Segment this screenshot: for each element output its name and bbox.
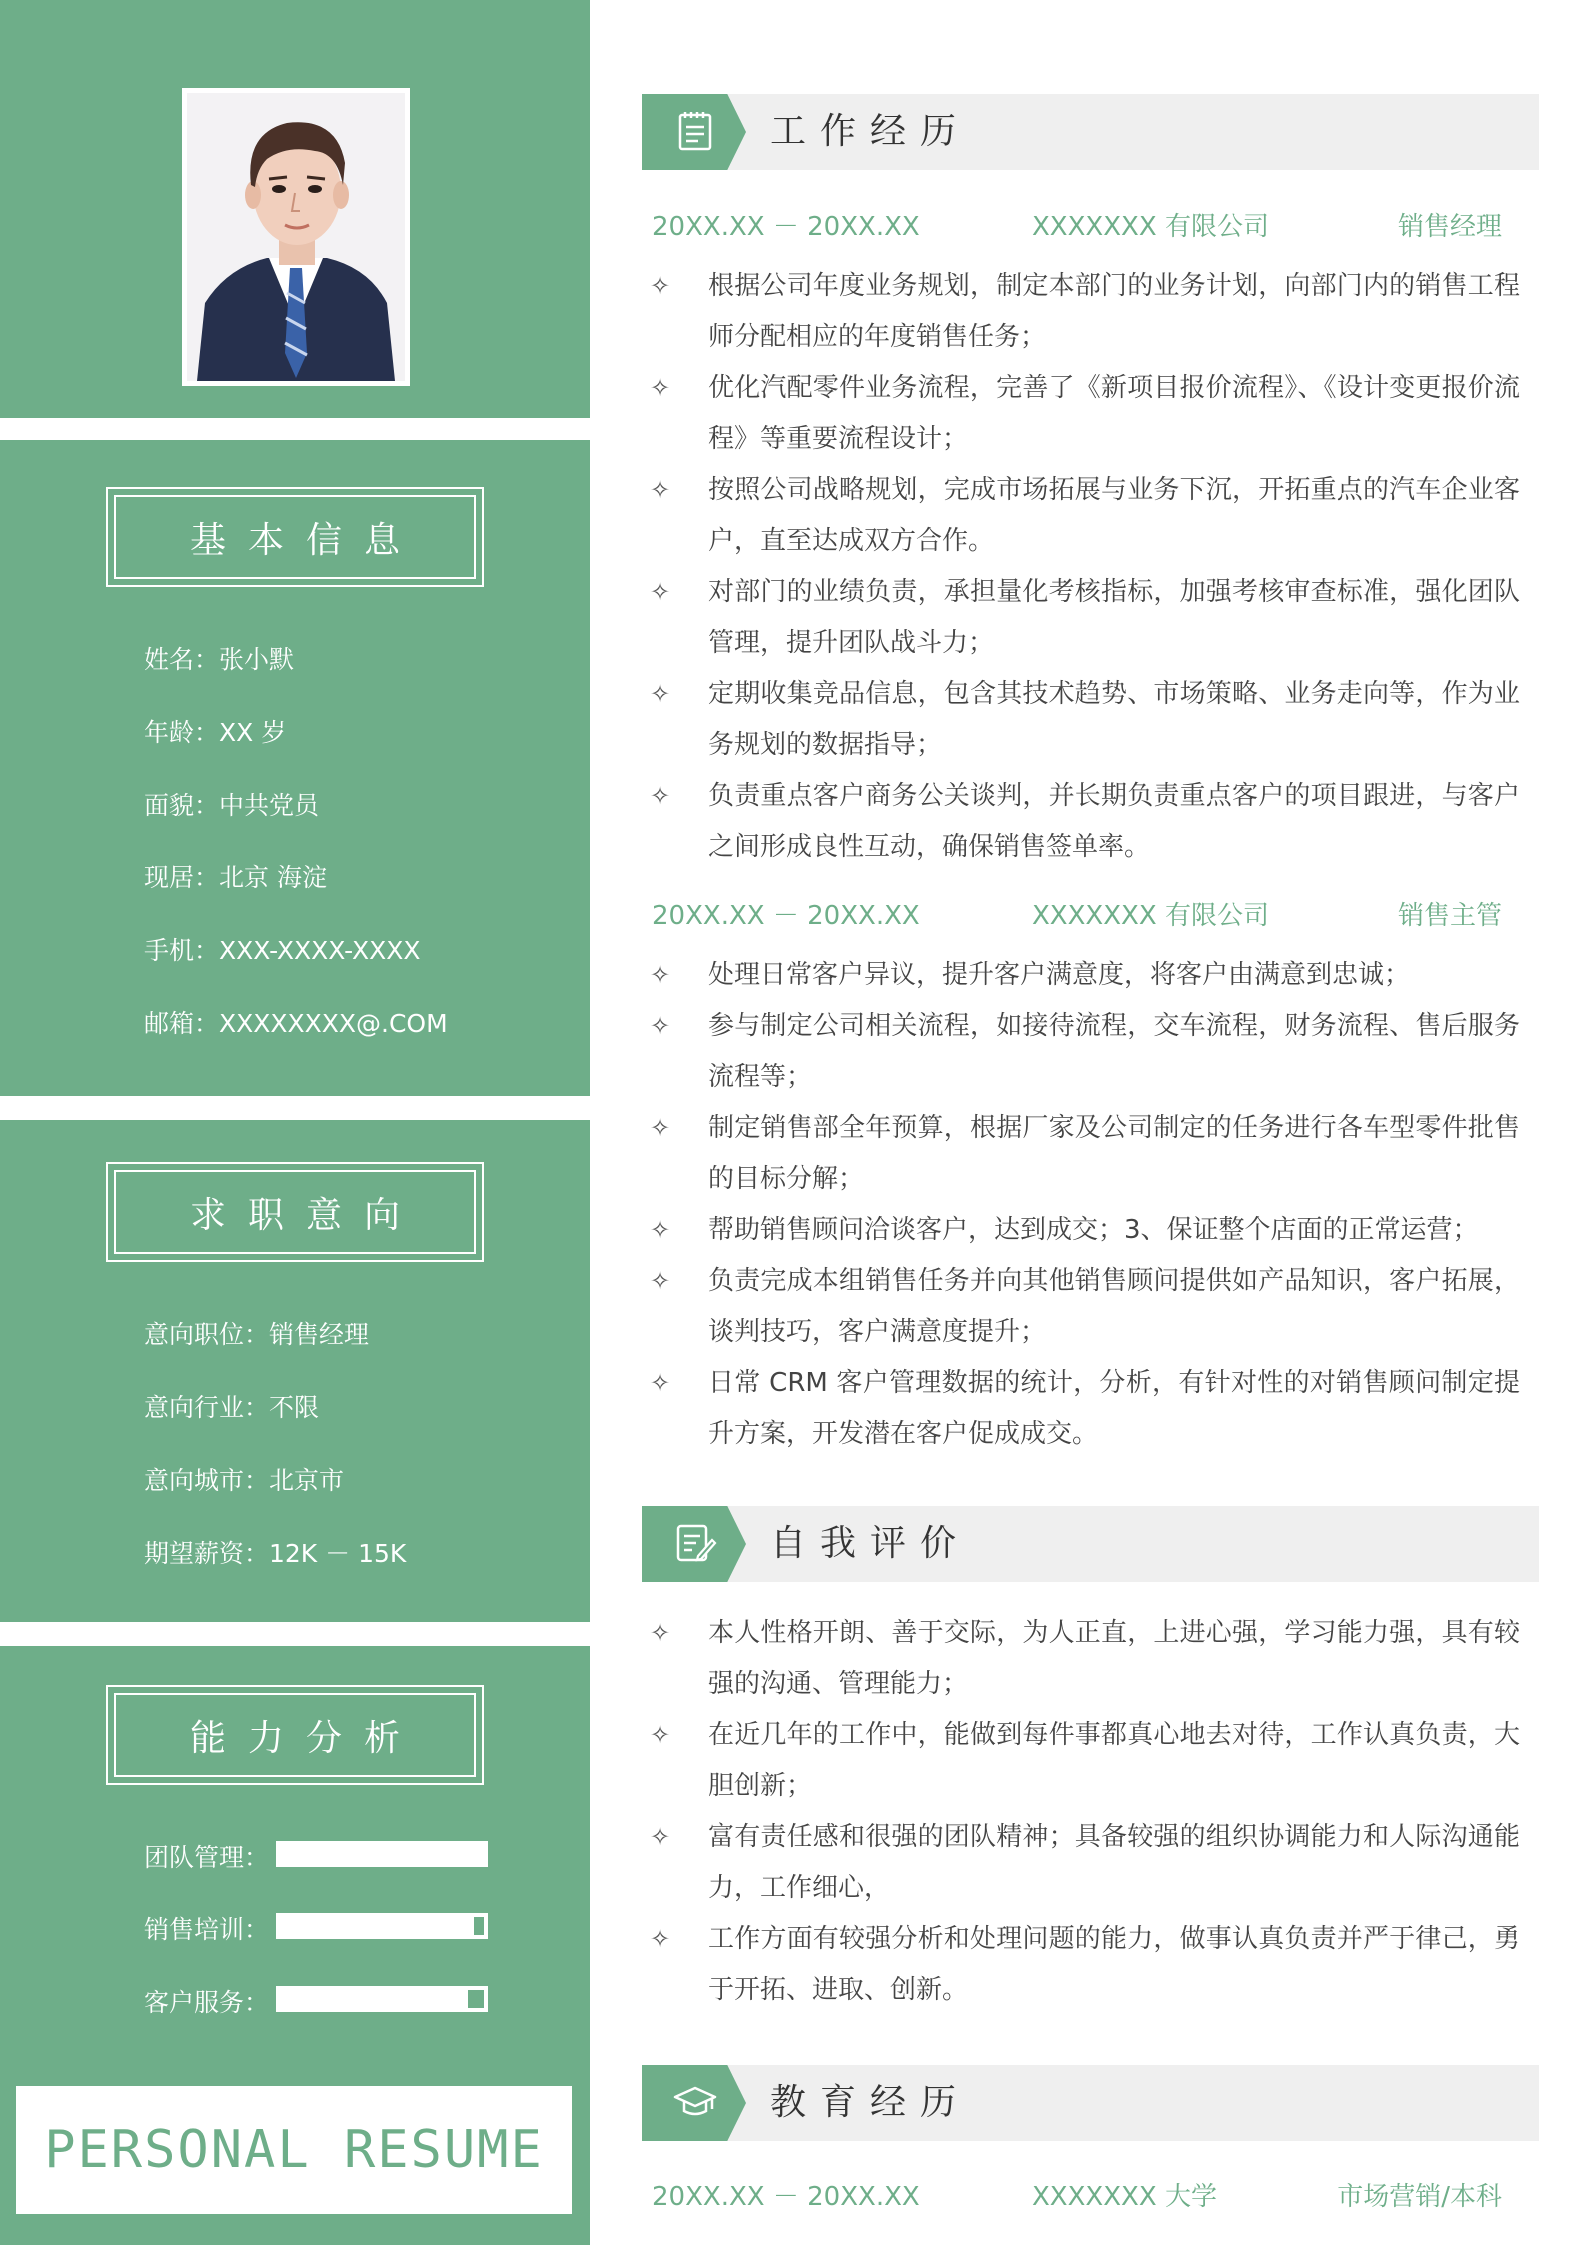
diamond-bullet-icon: ✧ bbox=[650, 578, 671, 606]
list-item bbox=[650, 1914, 1520, 2016]
job-header bbox=[652, 895, 1502, 931]
profile-photo bbox=[187, 93, 405, 381]
list-item bbox=[650, 1205, 1520, 1256]
list-item bbox=[650, 1001, 1520, 1103]
list-item bbox=[650, 1103, 1520, 1205]
intention-salary: 期望薪资：12K － 15K bbox=[144, 1539, 407, 1568]
ability-heading bbox=[106, 1685, 484, 1785]
graduation-cap-icon bbox=[672, 2079, 718, 2125]
education-header bbox=[652, 2176, 1502, 2212]
job-duties-list bbox=[650, 950, 1520, 1460]
education-section-header bbox=[642, 2065, 1539, 2141]
education-major: 市场营销/本科 bbox=[1337, 2182, 1502, 2212]
list-item-text: 处理日常客户异议，提升客户满意度，将客户由满意到忠诚； bbox=[708, 960, 1411, 990]
job-header bbox=[652, 206, 1502, 242]
diamond-bullet-icon: ✧ bbox=[650, 1012, 671, 1040]
list-item-text: 根据公司年度业务规划，制定本部门的业务计划，向部门内的销售工程师分配相应的年度销售任务； bbox=[708, 271, 1520, 352]
list-item bbox=[650, 1358, 1520, 1460]
intention-title: 求职意向 bbox=[114, 1170, 476, 1254]
list-item bbox=[650, 363, 1520, 465]
diamond-bullet-icon: ✧ bbox=[650, 374, 671, 402]
job-dates: 20XX.XX － 20XX.XX bbox=[652, 212, 920, 242]
ability-bar-fill bbox=[280, 1990, 468, 2008]
ability-label: 销售培训： bbox=[144, 1915, 270, 1944]
diamond-bullet-icon: ✧ bbox=[650, 1721, 671, 1749]
list-item bbox=[650, 1710, 1520, 1812]
ability-label: 团队管理： bbox=[144, 1843, 270, 1872]
job-duties-list bbox=[650, 261, 1520, 873]
basic-info-title: 基本信息 bbox=[114, 495, 476, 579]
education-title: 教育经历 bbox=[770, 2082, 971, 2123]
list-item bbox=[650, 1608, 1520, 1710]
intention-position: 意向职位：销售经理 bbox=[144, 1320, 370, 1349]
diamond-bullet-icon: ✧ bbox=[650, 782, 671, 810]
info-email: 邮箱：XXXXXXXX@.COM bbox=[144, 1009, 448, 1038]
list-item-text: 负责重点客户商务公关谈判，并长期负责重点客户的项目跟进，与客户之间形成良性互动，确保销售签单率。 bbox=[708, 781, 1520, 862]
basic-info-heading bbox=[106, 487, 484, 587]
notepad-icon bbox=[672, 108, 718, 154]
diamond-bullet-icon: ✧ bbox=[650, 1823, 671, 1851]
diamond-bullet-icon: ✧ bbox=[650, 1267, 671, 1295]
diamond-bullet-icon: ✧ bbox=[650, 1925, 671, 1953]
work-section-header bbox=[642, 94, 1539, 170]
self-eval-section-header bbox=[642, 1506, 1539, 1582]
list-item bbox=[650, 669, 1520, 771]
list-item bbox=[650, 465, 1520, 567]
intention-city: 意向城市：北京市 bbox=[144, 1466, 345, 1495]
section-tab bbox=[642, 94, 746, 170]
ability-bar-fill bbox=[280, 1845, 484, 1863]
list-item bbox=[650, 1256, 1520, 1358]
diamond-bullet-icon: ✧ bbox=[650, 1619, 671, 1647]
section-tab bbox=[642, 1506, 746, 1582]
self-eval-list bbox=[650, 1608, 1520, 2016]
diamond-bullet-icon: ✧ bbox=[650, 272, 671, 300]
job-role: 销售主管 bbox=[1397, 901, 1502, 931]
list-item bbox=[650, 771, 1520, 873]
self-eval-title: 自我评价 bbox=[770, 1523, 971, 1564]
diamond-bullet-icon: ✧ bbox=[650, 680, 671, 708]
job-dates: 20XX.XX － 20XX.XX bbox=[652, 901, 920, 931]
section-tab bbox=[642, 2065, 746, 2141]
ability-label: 客户服务： bbox=[144, 1988, 270, 2017]
ability-title: 能力分析 bbox=[114, 1693, 476, 1777]
edit-note-icon bbox=[672, 1520, 718, 1566]
job-company: XXXXXXX 有限公司 bbox=[1032, 212, 1269, 242]
info-residence: 现居：北京 海淀 bbox=[144, 863, 327, 892]
info-name: 姓名：张小默 bbox=[144, 645, 295, 674]
list-item bbox=[650, 567, 1520, 669]
education-school: XXXXXXX 大学 bbox=[1032, 2182, 1217, 2212]
list-item-text: 参与制定公司相关流程，如接待流程，交车流程，财务流程、售后服务流程等； bbox=[708, 1011, 1520, 1092]
diamond-bullet-icon: ✧ bbox=[650, 1369, 671, 1397]
list-item bbox=[650, 1812, 1520, 1914]
job-company: XXXXXXX 有限公司 bbox=[1032, 901, 1269, 931]
personal-resume-banner: PERSONAL RESUME bbox=[16, 2086, 572, 2214]
ability-bar-fill bbox=[280, 1917, 474, 1935]
list-item-text: 负责完成本组销售任务并向其他销售顾问提供如产品知识，客户拓展，谈判技巧，客户满意度提升； bbox=[708, 1266, 1520, 1347]
list-item-text: 日常 CRM 客户管理数据的统计，分析，有针对性的对销售顾问制定提升方案，开发潜在客户促成成交。 bbox=[708, 1368, 1520, 1449]
intention-heading bbox=[106, 1162, 484, 1262]
ability-bar bbox=[276, 1986, 488, 2012]
list-item-text: 定期收集竞品信息，包含其技术趋势、市场策略、业务走向等，作为业务规划的数据指导； bbox=[708, 679, 1520, 760]
diamond-bullet-icon: ✧ bbox=[650, 1114, 671, 1142]
list-item-text: 工作方面有较强分析和处理问题的能力，做事认真负责并严于律己，勇于开拓、进取、创新。 bbox=[708, 1924, 1520, 2005]
education-dates: 20XX.XX － 20XX.XX bbox=[652, 2182, 920, 2212]
list-item-text: 帮助销售顾问洽谈客户，达到成交；3、保证整个店面的正常运营； bbox=[708, 1215, 1479, 1245]
ability-bar bbox=[276, 1913, 488, 1939]
diamond-bullet-icon: ✧ bbox=[650, 1216, 671, 1244]
list-item bbox=[650, 950, 1520, 1001]
ability-bar bbox=[276, 1841, 488, 1867]
list-item-text: 按照公司战略规划，完成市场拓展与业务下沉，开拓重点的汽车企业客户，直至达成双方合作。 bbox=[708, 475, 1520, 556]
list-item-text: 富有责任感和很强的团队精神；具备较强的组织协调能力和人际沟通能力，工作细心， bbox=[708, 1822, 1520, 1903]
list-item-text: 本人性格开朗、善于交际，为人正直，上进心强，学习能力强，具有较强的沟通、管理能力； bbox=[708, 1618, 1520, 1699]
job-role: 销售经理 bbox=[1397, 212, 1502, 242]
info-political-status: 面貌：中共党员 bbox=[144, 791, 320, 820]
list-item-text: 制定销售部全年预算，根据厂家及公司制定的任务进行各车型零件批售的目标分解； bbox=[708, 1113, 1520, 1194]
work-title: 工作经历 bbox=[770, 111, 971, 152]
diamond-bullet-icon: ✧ bbox=[650, 476, 671, 504]
diamond-bullet-icon: ✧ bbox=[650, 961, 671, 989]
info-phone: 手机：XXX-XXXX-XXXX bbox=[144, 936, 421, 965]
list-item-text: 对部门的业绩负责，承担量化考核指标，加强考核审查标准，强化团队管理，提升团队战斗力； bbox=[708, 577, 1520, 658]
list-item-text: 优化汽配零件业务流程，完善了《新项目报价流程》、《设计变更报价流程》等重要流程设计； bbox=[708, 373, 1520, 454]
avatar bbox=[182, 88, 410, 386]
list-item bbox=[650, 261, 1520, 363]
intention-industry: 意向行业：不限 bbox=[144, 1393, 320, 1422]
info-age: 年龄：XX 岁 bbox=[144, 718, 287, 747]
list-item-text: 在近几年的工作中，能做到每件事都真心地去对待，工作认真负责，大胆创新； bbox=[708, 1720, 1520, 1801]
